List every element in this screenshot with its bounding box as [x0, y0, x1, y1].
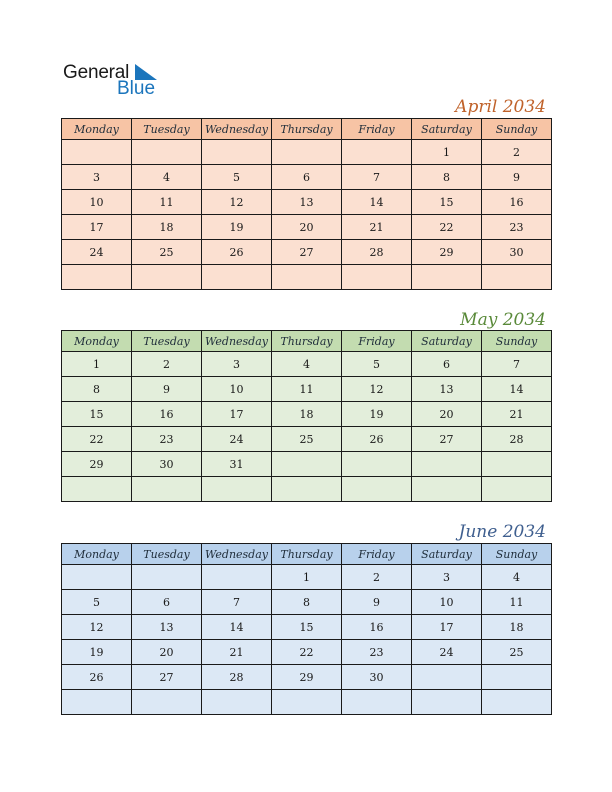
day-cell: 12 [202, 190, 272, 215]
day-cell: 5 [62, 590, 132, 615]
day-cell [272, 690, 342, 715]
day-cell: 27 [132, 665, 202, 690]
day-cell [62, 265, 132, 290]
day-cell: 30 [482, 240, 552, 265]
logo-text-general: General [63, 62, 130, 83]
day-cell: 29 [272, 665, 342, 690]
day-cell [342, 690, 412, 715]
day-cell [272, 452, 342, 477]
weekday-header: Thursday [272, 331, 342, 352]
weekday-header-row [62, 331, 552, 352]
day-cell: 23 [132, 427, 202, 452]
weekday-header: Wednesday [202, 119, 272, 140]
week-row [62, 265, 552, 290]
day-cell: 31 [202, 452, 272, 477]
day-cell [62, 690, 132, 715]
day-cell [342, 477, 412, 502]
day-cell [412, 477, 482, 502]
day-cell: 22 [412, 215, 482, 240]
month-title: June 2034 [458, 522, 546, 542]
day-cell: 6 [272, 165, 342, 190]
day-cell: 24 [62, 240, 132, 265]
day-cell: 7 [482, 352, 552, 377]
weekday-header: Monday [62, 331, 132, 352]
day-cell: 26 [342, 427, 412, 452]
day-cell: 15 [62, 402, 132, 427]
day-cell: 27 [412, 427, 482, 452]
day-cell [132, 690, 202, 715]
day-cell: 2 [482, 140, 552, 165]
day-cell: 8 [62, 377, 132, 402]
day-cell [132, 565, 202, 590]
weekday-header: Saturday [412, 544, 482, 565]
day-cell: 2 [342, 565, 412, 590]
day-cell: 15 [412, 190, 482, 215]
weekday-header: Tuesday [132, 119, 202, 140]
week-row [62, 615, 552, 640]
day-cell [202, 690, 272, 715]
day-cell: 21 [342, 215, 412, 240]
day-cell: 11 [482, 590, 552, 615]
day-cell [412, 452, 482, 477]
day-cell: 18 [482, 615, 552, 640]
weekday-header: Friday [342, 119, 412, 140]
day-cell: 25 [482, 640, 552, 665]
logo-text-blue: Blue [117, 78, 156, 99]
weekday-header-row [62, 119, 552, 140]
day-cell: 21 [202, 640, 272, 665]
weekday-header: Saturday [412, 331, 482, 352]
day-cell: 10 [412, 590, 482, 615]
week-row [62, 427, 552, 452]
day-cell: 26 [62, 665, 132, 690]
day-cell [202, 140, 272, 165]
day-cell: 5 [342, 352, 412, 377]
week-row [62, 240, 552, 265]
day-cell: 16 [132, 402, 202, 427]
day-cell: 28 [202, 665, 272, 690]
day-cell [202, 477, 272, 502]
day-cell: 19 [62, 640, 132, 665]
day-cell [132, 265, 202, 290]
day-cell: 1 [412, 140, 482, 165]
day-cell: 24 [202, 427, 272, 452]
day-cell: 9 [482, 165, 552, 190]
day-cell: 3 [202, 352, 272, 377]
weekday-header: Thursday [272, 119, 342, 140]
week-row [62, 565, 552, 590]
day-cell [412, 665, 482, 690]
day-cell: 11 [272, 377, 342, 402]
week-row [62, 590, 552, 615]
day-cell: 13 [412, 377, 482, 402]
week-row [62, 665, 552, 690]
day-cell: 13 [132, 615, 202, 640]
day-cell: 22 [62, 427, 132, 452]
day-cell: 22 [272, 640, 342, 665]
day-cell: 4 [482, 565, 552, 590]
day-cell: 28 [482, 427, 552, 452]
day-cell: 15 [272, 615, 342, 640]
day-cell: 12 [342, 377, 412, 402]
day-cell: 12 [62, 615, 132, 640]
day-cell: 27 [272, 240, 342, 265]
day-cell [62, 140, 132, 165]
weekday-header: Sunday [482, 119, 552, 140]
day-cell: 30 [342, 665, 412, 690]
calendar-table [61, 330, 552, 502]
month-title: May 2034 [460, 310, 546, 330]
day-cell [482, 477, 552, 502]
day-cell: 16 [482, 190, 552, 215]
day-cell [412, 690, 482, 715]
day-cell: 29 [412, 240, 482, 265]
day-cell: 10 [202, 377, 272, 402]
day-cell: 19 [342, 402, 412, 427]
week-row [62, 140, 552, 165]
day-cell: 6 [412, 352, 482, 377]
day-cell: 23 [482, 215, 552, 240]
day-cell: 20 [132, 640, 202, 665]
weekday-header: Wednesday [202, 544, 272, 565]
day-cell: 17 [202, 402, 272, 427]
day-cell [202, 565, 272, 590]
week-row [62, 640, 552, 665]
day-cell: 18 [272, 402, 342, 427]
day-cell: 24 [412, 640, 482, 665]
weekday-header-row [62, 544, 552, 565]
week-row [62, 165, 552, 190]
week-row [62, 190, 552, 215]
week-row [62, 377, 552, 402]
day-cell [62, 565, 132, 590]
day-cell [482, 690, 552, 715]
day-cell: 28 [342, 240, 412, 265]
day-cell [342, 140, 412, 165]
day-cell: 10 [62, 190, 132, 215]
day-cell: 8 [272, 590, 342, 615]
weekday-header: Friday [342, 544, 412, 565]
day-cell: 25 [272, 427, 342, 452]
day-cell: 20 [412, 402, 482, 427]
weekday-header: Saturday [412, 119, 482, 140]
day-cell [62, 477, 132, 502]
day-cell [412, 265, 482, 290]
weekday-header: Sunday [482, 544, 552, 565]
week-row [62, 215, 552, 240]
day-cell: 4 [272, 352, 342, 377]
day-cell [132, 477, 202, 502]
day-cell [272, 265, 342, 290]
day-cell [482, 452, 552, 477]
week-row [62, 402, 552, 427]
weekday-header: Tuesday [132, 544, 202, 565]
day-cell [202, 265, 272, 290]
month-title: April 2034 [455, 97, 546, 117]
week-row [62, 352, 552, 377]
weekday-header: Wednesday [202, 331, 272, 352]
day-cell: 7 [202, 590, 272, 615]
day-cell [272, 140, 342, 165]
day-cell: 1 [272, 565, 342, 590]
day-cell: 6 [132, 590, 202, 615]
weekday-header: Friday [342, 331, 412, 352]
week-row [62, 452, 552, 477]
day-cell: 17 [412, 615, 482, 640]
day-cell: 4 [132, 165, 202, 190]
calendar-table [61, 543, 552, 715]
day-cell: 26 [202, 240, 272, 265]
day-cell: 17 [62, 215, 132, 240]
weekday-header: Monday [62, 544, 132, 565]
day-cell: 3 [412, 565, 482, 590]
day-cell: 19 [202, 215, 272, 240]
weekday-header: Monday [62, 119, 132, 140]
day-cell [342, 265, 412, 290]
day-cell: 8 [412, 165, 482, 190]
weekday-header: Thursday [272, 544, 342, 565]
day-cell [272, 477, 342, 502]
day-cell: 29 [62, 452, 132, 477]
day-cell: 9 [132, 377, 202, 402]
day-cell: 13 [272, 190, 342, 215]
week-row [62, 690, 552, 715]
day-cell: 3 [62, 165, 132, 190]
day-cell: 9 [342, 590, 412, 615]
day-cell: 7 [342, 165, 412, 190]
day-cell: 16 [342, 615, 412, 640]
day-cell: 30 [132, 452, 202, 477]
day-cell: 1 [62, 352, 132, 377]
week-row [62, 477, 552, 502]
day-cell: 21 [482, 402, 552, 427]
day-cell [482, 665, 552, 690]
day-cell: 23 [342, 640, 412, 665]
logo [63, 62, 173, 102]
day-cell: 14 [482, 377, 552, 402]
day-cell: 25 [132, 240, 202, 265]
day-cell: 14 [202, 615, 272, 640]
day-cell [482, 265, 552, 290]
day-cell: 14 [342, 190, 412, 215]
weekday-header: Tuesday [132, 331, 202, 352]
day-cell: 20 [272, 215, 342, 240]
day-cell: 18 [132, 215, 202, 240]
day-cell: 11 [132, 190, 202, 215]
day-cell [342, 452, 412, 477]
day-cell: 2 [132, 352, 202, 377]
weekday-header: Sunday [482, 331, 552, 352]
day-cell: 5 [202, 165, 272, 190]
day-cell [132, 140, 202, 165]
calendar-table [61, 118, 552, 290]
